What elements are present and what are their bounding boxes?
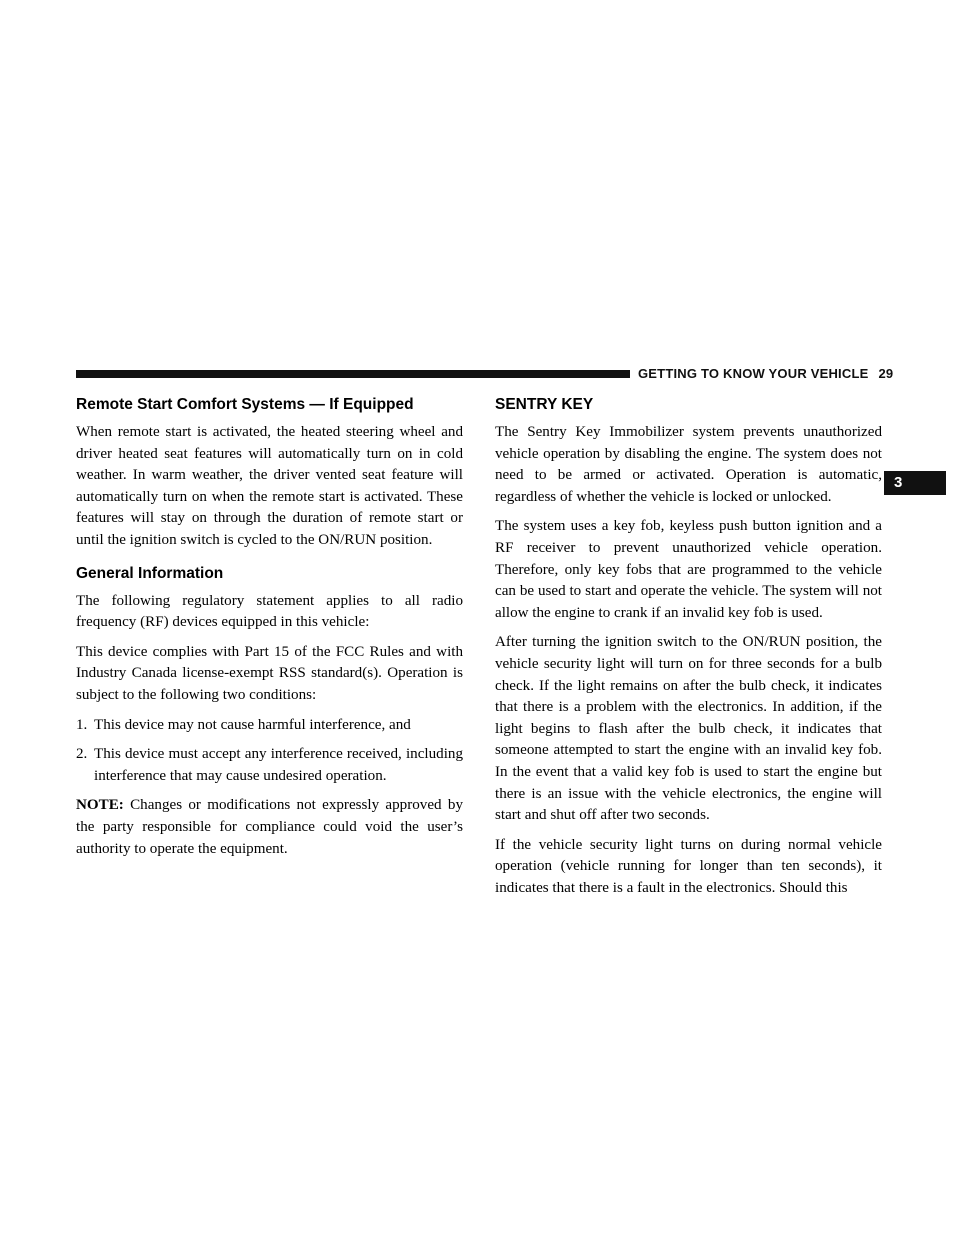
heading-sentry-key: SENTRY KEY bbox=[495, 396, 594, 413]
chapter-tab: 3 bbox=[884, 471, 946, 495]
paragraph: This device complies with Part 15 of the FCC Rules and with Industry Canada license-exempt RSS standard(s). Operation is subject to the following two conditions: bbox=[76, 643, 463, 703]
list-item bbox=[76, 744, 463, 787]
running-header bbox=[638, 366, 893, 381]
paragraph: The Sentry Key Immobilizer system prevents unauthorized vehicle operation by disabling the engine. The system does not need to be armed or activated. Operation is automatic, regardless of whether the vehicle is locked or unlocked. bbox=[495, 424, 882, 505]
note-text: Changes or modifications not expressly approved by the party responsible for compliance could void the user’s authority to operate the equipment. bbox=[76, 797, 463, 857]
list-text: This device may not cause harmful interference, and bbox=[94, 716, 411, 733]
header-title: GETTING TO KNOW YOUR VEHICLE bbox=[638, 366, 869, 381]
header-rule bbox=[76, 370, 630, 378]
note-label: NOTE: bbox=[76, 797, 124, 814]
paragraph: After turning the ignition switch to the ON/RUN position, the vehicle security light will turn on for three seconds for a bulb check. If the light remains on after the bulb check, it indicates that there is a problem with the electronics. In addition, if the light begins to flash after the bulb check, it indicates that someone attempted to start the engine with an invalid key fob. In the event that a valid key fob is used to start the engine but there is an issue with the vehicle electronics, the engine will start and shut off after two seconds. bbox=[495, 634, 882, 824]
list-item bbox=[76, 715, 463, 737]
heading-remote-start-comfort: Remote Start Comfort Systems — If Equipped bbox=[76, 396, 414, 413]
right-column bbox=[495, 395, 882, 899]
left-column bbox=[76, 395, 463, 860]
heading-general-information: General Information bbox=[76, 564, 224, 582]
paragraph: If the vehicle security light turns on during normal vehicle operation (vehicle running for longer than ten seconds), it indicates that there is a fault in the electronics. Should this bbox=[495, 836, 882, 896]
page-number: 29 bbox=[878, 366, 894, 381]
paragraph: The system uses a key fob, keyless push button ignition and a RF receiver to prevent unauthorized vehicle operation. Therefore, only key fobs that are programmed to the vehicle can be used to start and operate the vehicle. The system will not allow the engine to crank if an invalid key fob is used. bbox=[495, 518, 882, 621]
paragraph: The following regulatory statement applies to all radio frequency (RF) devices equipped in this vehicle: bbox=[76, 592, 463, 631]
paragraph: When remote start is activated, the heated steering wheel and driver heated seat features will automatically turn on in cold weather. In warm weather, the driver vented seat feature will automatically turn on when the remote start is activated. These features will stay on through the duration of remote start or until the ignition switch is cycled to the ON/RUN position. bbox=[76, 424, 463, 548]
list-number: 1. bbox=[76, 716, 88, 733]
list-text: This device must accept any interference received, including interference that may cause undesired operation. bbox=[94, 746, 463, 784]
list-number: 2. bbox=[76, 746, 88, 763]
note-paragraph bbox=[76, 795, 463, 860]
